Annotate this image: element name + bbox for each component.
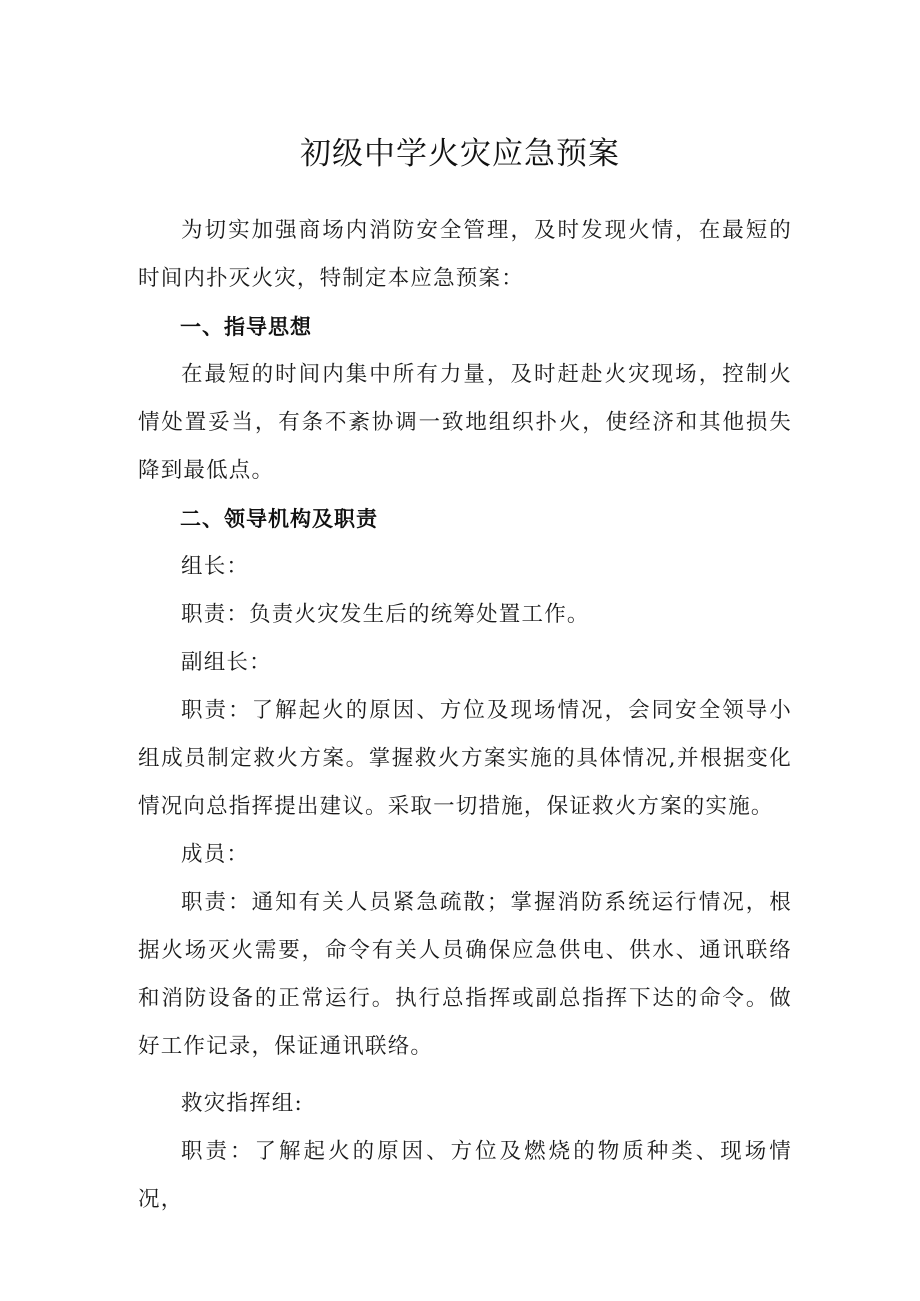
rescue-command-group-label: 救灾指挥组: [181,1091,303,1116]
document-body [138,207,792,1224]
intro-paragraph: 为切实加强商场内消防安全管理，及时发现火情，在最短的时间内扑灭火灾，特制定本应急预案： [138,218,792,291]
team-leader-duty: 职责：负责火灾发生后的统筹处置工作。 [181,602,590,627]
deputy-leader-duty: 职责：了解起火的原因、方位及现场情况，会同安全领导小组成员制定救火方案。掌握救火方案实施的具体情况,并根据变化情况向总指挥提出建议。采取一切措施，保证救火方案的实施。 [138,698,792,819]
section-heading-leadership: 二、领导机构及职责 [180,507,378,531]
section-heading-guiding-ideology: 一、指导思想 [180,315,312,339]
team-leader-label: 组长： [181,554,250,579]
members-duty: 职责：通知有关人员紧急疏散；掌握消防系统运行情况，根据火场灭火需要，命令有关人员确保应急供电、供水、通讯联络和消防设备的正常运行。执行总指挥或副总指挥下达的命令。做好工作记录，保证通讯联络。 [138,890,792,1059]
rescue-command-group-duty: 职责：了解起火的原因、方位及燃烧的物质种类、现场情况， [138,1139,792,1212]
deputy-leader-label: 副组长： [181,650,272,675]
document-title: 初级中学火灾应急预案 [300,136,620,172]
guiding-ideology-paragraph: 在最短的时间内集中所有力量，及时赶赴火灾现场，控制火情处置妥当，有条不紊协调一致地组织扑火，使经济和其他损失降到最低点。 [138,362,792,483]
members-label: 成员： [181,842,250,867]
